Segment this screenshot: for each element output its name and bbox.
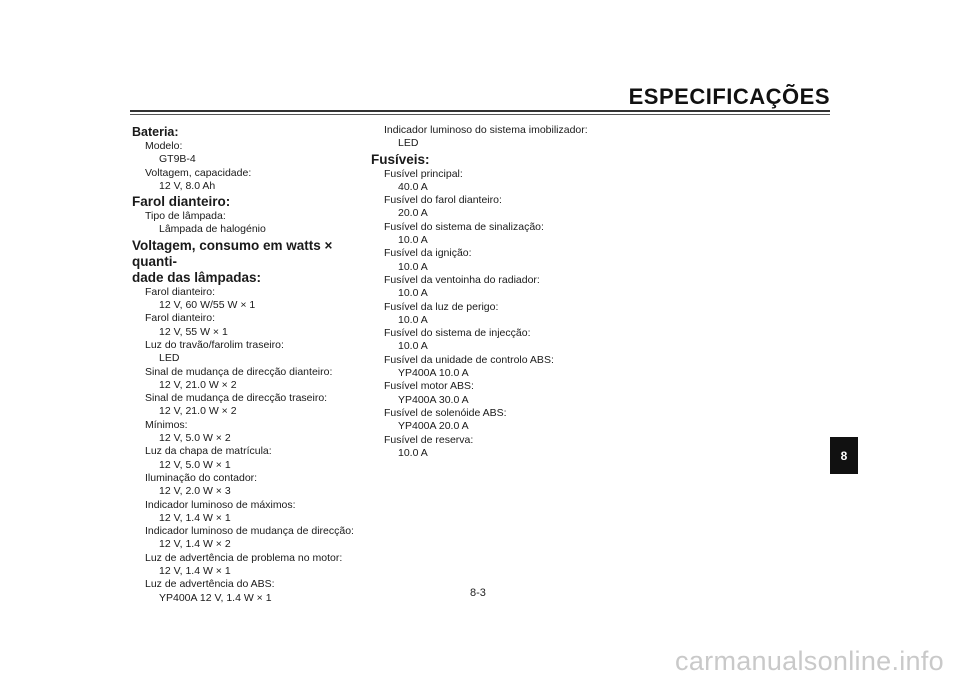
spec-item (132, 286, 362, 313)
spec-label: Indicador luminoso de mudança de direcção: (145, 525, 354, 538)
spec-item (132, 578, 362, 605)
spec-value: 12 V, 55 W × 1 (159, 325, 228, 338)
spec-label: Luz de advertência de problema no motor: (145, 551, 343, 564)
farol-section (132, 194, 362, 237)
spec-value: YP400A 10.0 A (398, 367, 469, 380)
spec-value: 12 V, 60 W/55 W × 1 (159, 299, 256, 312)
spec-item (132, 525, 362, 552)
spec-label: Tipo de lâmpada: (145, 210, 226, 223)
spec-value: GT9B-4 (159, 153, 196, 166)
spec-value: 12 V, 1.4 W × 1 (159, 565, 231, 578)
spec-label: Luz de advertência do ABS: (145, 578, 275, 591)
spec-item (371, 168, 621, 195)
spec-item (132, 312, 362, 339)
spec-label: Fusível do sistema de injecção: (384, 327, 531, 340)
spec-value: 12 V, 2.0 W × 3 (159, 485, 231, 498)
spec-item (371, 274, 621, 301)
spec-item (132, 499, 362, 526)
spec-value: YP400A 20.0 A (398, 420, 469, 433)
spec-value: 12 V, 1.4 W × 1 (159, 511, 231, 524)
spec-label: Fusível da ignição: (384, 247, 472, 260)
spec-label: Farol dianteiro: (145, 285, 216, 298)
spec-value: 12 V, 21.0 W × 2 (159, 378, 237, 391)
header-rule-thin (130, 114, 830, 115)
spec-label: Indicador luminoso do sistema imobilizador: (384, 124, 588, 136)
spec-value: YP400A 30.0 A (398, 393, 469, 406)
spec-item (132, 419, 362, 446)
watermark: carmanualsonline.info (675, 646, 944, 676)
spec-value: 12 V, 5.0 W × 1 (159, 458, 231, 471)
section-heading-bateria: Bateria: (132, 125, 179, 139)
spec-value: 12 V, 21.0 W × 2 (159, 405, 237, 418)
spec-label: Fusível da unidade de controlo ABS: (384, 353, 554, 366)
spec-value: 12 V, 5.0 W × 2 (159, 432, 231, 445)
fusiveis-section (371, 152, 621, 461)
spec-item (371, 380, 621, 407)
spec-item (132, 392, 362, 419)
spec-value: 12 V, 1.4 W × 2 (159, 538, 231, 551)
spec-value: 10.0 A (398, 340, 428, 353)
spec-value: 20.0 A (398, 207, 428, 220)
spec-value: 10.0 A (398, 234, 428, 247)
spec-label: Mínimos: (145, 418, 188, 431)
spec-item (371, 221, 621, 248)
spec-label: Fusível da ventoinha do radiador: (384, 273, 540, 286)
spec-label: Fusível principal: (384, 167, 463, 180)
spec-value: 12 V, 8.0 Ah (159, 179, 216, 192)
spec-label: Fusível da luz de perigo: (384, 300, 499, 313)
section-heading-line: Voltagem, consumo em watts × quanti- (132, 237, 333, 269)
left-column (132, 124, 362, 605)
spec-label: Luz do travão/farolim traseiro: (145, 338, 284, 351)
spec-item (371, 247, 621, 274)
spec-label: Farol dianteiro: (145, 312, 216, 325)
spec-label: Voltagem, capacidade: (145, 166, 252, 179)
section-heading-farol: Farol dianteiro: (132, 194, 231, 210)
spec-label: Fusível motor ABS: (384, 380, 474, 393)
spec-value: 40.0 A (398, 180, 428, 193)
spec-item (371, 194, 621, 221)
spec-label: Sinal de mudança de direcção traseiro: (145, 392, 328, 405)
spec-value: Lâmpada de halogénio (159, 223, 266, 236)
spec-label: Fusível de reserva: (384, 433, 474, 446)
spec-item (132, 472, 362, 499)
spec-label: Iluminação do contador: (145, 471, 258, 484)
spec-label: Sinal de mudança de direcção dianteiro: (145, 365, 333, 378)
spec-item (371, 407, 621, 434)
page-number: 8-3 (470, 587, 486, 599)
spec-value: 10.0 A (398, 287, 428, 300)
spec-item (371, 434, 621, 461)
right-column (371, 124, 621, 460)
spec-label: Luz da chapa de matrícula: (145, 445, 272, 458)
header-rule-thick (130, 110, 830, 112)
spec-label: Modelo: (145, 140, 183, 152)
spec-value: LED (398, 137, 419, 150)
spec-item (371, 354, 621, 381)
section-heading-lampadas (132, 238, 362, 286)
section-heading-fusiveis: Fusíveis: (371, 151, 430, 167)
spec-label: Fusível de solenóide ABS: (384, 406, 507, 419)
spec-value: 10.0 A (398, 446, 428, 459)
spec-item (132, 339, 362, 366)
bateria-section (132, 125, 362, 193)
spec-item (132, 552, 362, 579)
imobilizador-item (371, 124, 621, 151)
spec-value: LED (159, 352, 180, 365)
spec-value: 10.0 A (398, 313, 428, 326)
section-heading-line: dade das lâmpadas: (132, 269, 262, 285)
spec-item (371, 327, 621, 354)
spec-item (371, 301, 621, 328)
spec-label: Fusível do farol dianteiro: (384, 194, 502, 207)
chapter-tab: 8 (830, 437, 858, 474)
spec-item (132, 445, 362, 472)
lampadas-section (132, 238, 362, 605)
spec-label: Indicador luminoso de máximos: (145, 498, 296, 511)
page-title: ESPECIFICAÇÕES (628, 84, 830, 109)
spec-value: YP400A 12 V, 1.4 W × 1 (159, 591, 272, 604)
spec-label: Fusível do sistema de sinalização: (384, 220, 544, 233)
spec-item (132, 366, 362, 393)
spec-value: 10.0 A (398, 260, 428, 273)
